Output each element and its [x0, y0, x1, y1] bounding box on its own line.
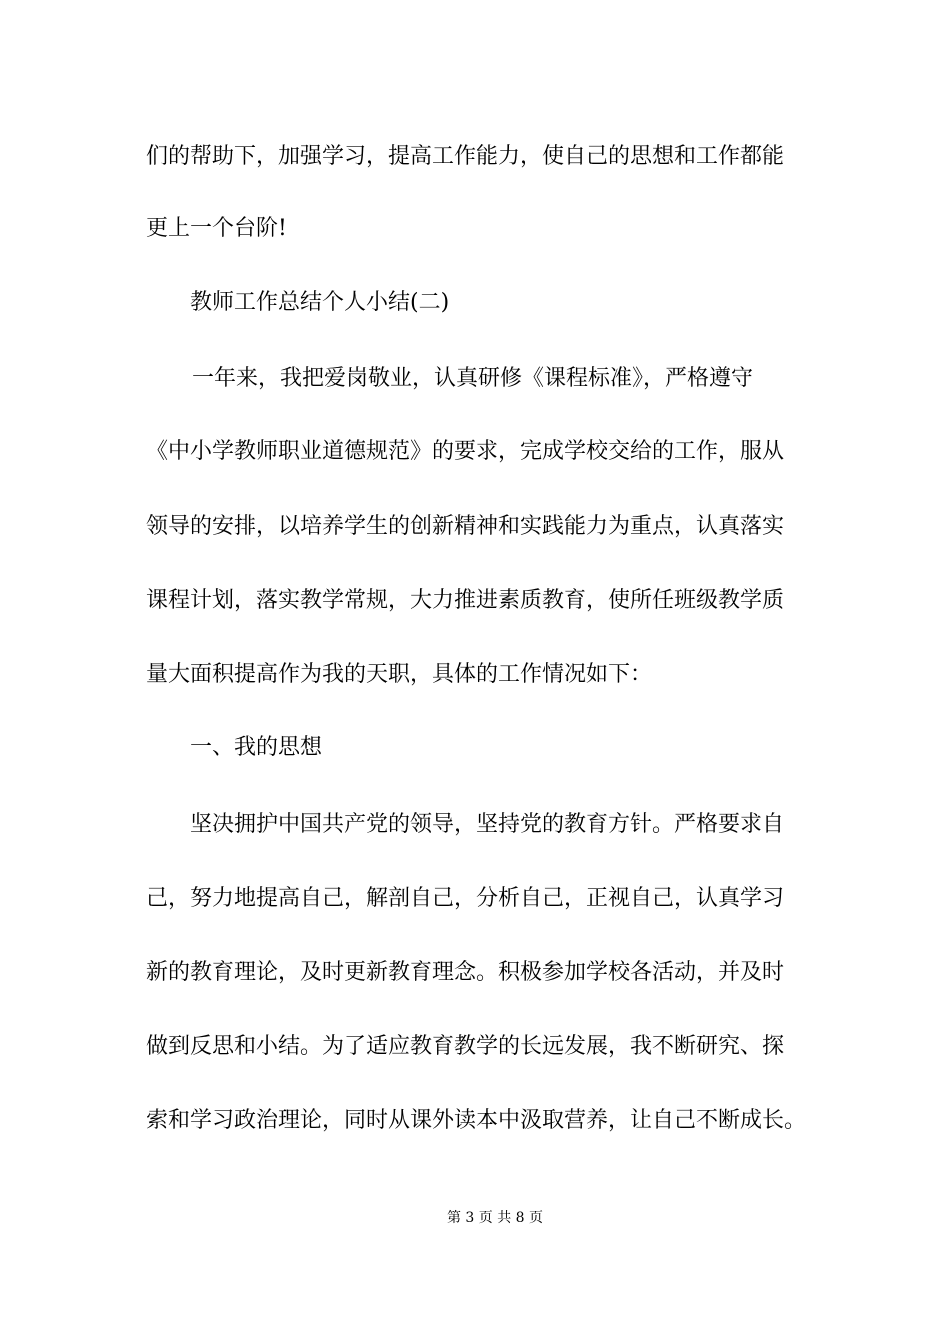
- page-number-footer: 第 3 页 共 8 页: [446, 1210, 544, 1226]
- subsection-heading: 一、我的思想: [190, 735, 323, 760]
- body-text-line: 己，努力地提高自己，解剖自己，分析自己，正视自己，认真学习: [146, 886, 785, 911]
- body-text-line: 新的教育理论，及时更新教育理念。积极参加学校各活动，并及时: [146, 960, 785, 985]
- body-text-line: 课程计划，落实教学常规，大力推进素质教育，使所任班级教学质: [146, 588, 785, 613]
- section-title: 教师工作总结个人小结(二): [190, 290, 450, 315]
- body-text-line: 量大面积提高作为我的天职，具体的工作情况如下：: [146, 662, 653, 687]
- body-text-line: 索和学习政治理论，同时从课外读本中汲取营养，让自己不断成长。: [146, 1108, 807, 1133]
- body-text-line: 做到反思和小结。为了适应教育教学的长远发展，我不断研究、探: [146, 1034, 785, 1059]
- body-text-line: 坚决拥护中国共产党的领导，坚持党的教育方针。严格要求自: [190, 812, 785, 837]
- body-text-line: 们的帮助下，加强学习，提高工作能力，使自己的思想和工作都能: [146, 144, 785, 169]
- body-text-line: 《中小学教师职业道德规范》的要求，完成学校交给的工作，服从: [146, 439, 785, 464]
- body-text-line: 领导的安排，以培养学生的创新精神和实践能力为重点，认真落实: [146, 514, 785, 539]
- body-text-line: 一年来，我把爱岗敬业，认真研修《课程标准》，严格遵守: [192, 366, 754, 391]
- body-text-line: 更上一个台阶!: [146, 216, 287, 241]
